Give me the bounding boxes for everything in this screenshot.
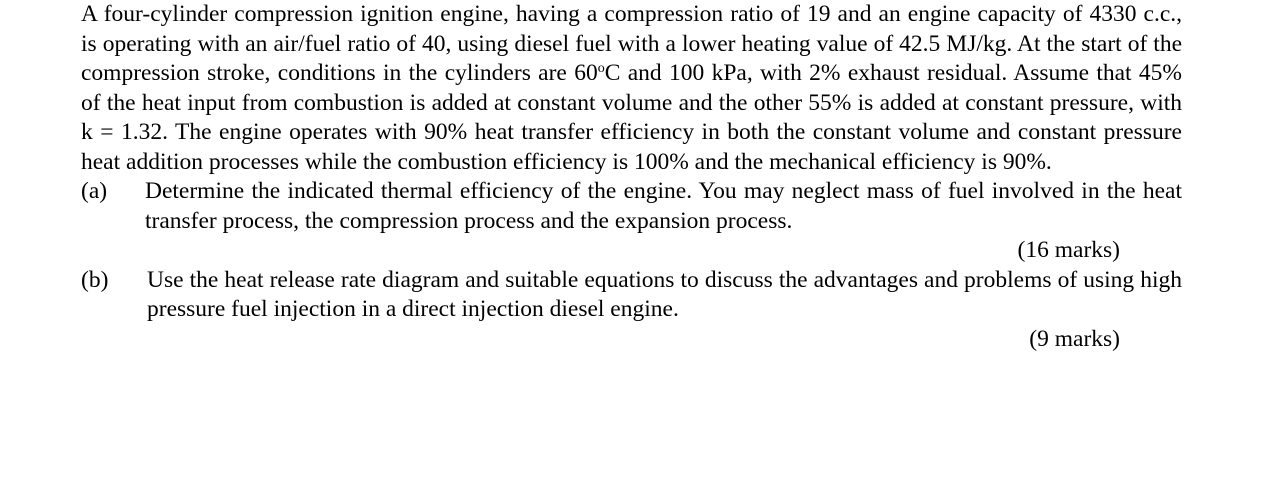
intro-text-continued: C and 100 kPa, with 2% exhaust residual. Assume that 45% of the heat input from combustion is added at constant volume and the other 55% is added at constant pressure, with k = 1.32. The engine operates with 90% heat transfer efficiency in both the constant volume and constant pressure heat addition processes while the combustion efficiency is 100% and the mechanical efficiency is 90%.: [81, 60, 1183, 175]
question-document: [81, 0, 1182, 354]
part-a-text: Determine the indicated thermal efficiency of the engine. You may neglect mass of fuel involved in the heat transfer process, the compression process and the expansion process.: [145, 178, 1182, 234]
intro-text: A four-cylinder compression ignition engine, having a compression ratio of 19 and an engine capacity of 4330 c.c., is operating with an air/fuel ratio of 40, using diesel fuel with a lower heating value of 42.5 MJ/kg. At the start of the compression stroke, conditions in the cylinders are 60: [81, 1, 1182, 86]
part-b-label: (b): [81, 266, 109, 293]
question-intro: [81, 0, 1182, 177]
part-b-marks: (9 marks): [1029, 325, 1120, 352]
degree-superscript: o: [597, 61, 605, 76]
part-b-text: Use the heat release rate diagram and suitable equations to discuss the advantages and problems of using high pressure fuel injection in a direct injection diesel engine.: [147, 266, 1182, 322]
part-a: [81, 177, 1182, 266]
part-b: [81, 266, 1182, 355]
part-a-marks: (16 marks): [1017, 237, 1120, 263]
part-a-label: (a): [81, 178, 108, 204]
